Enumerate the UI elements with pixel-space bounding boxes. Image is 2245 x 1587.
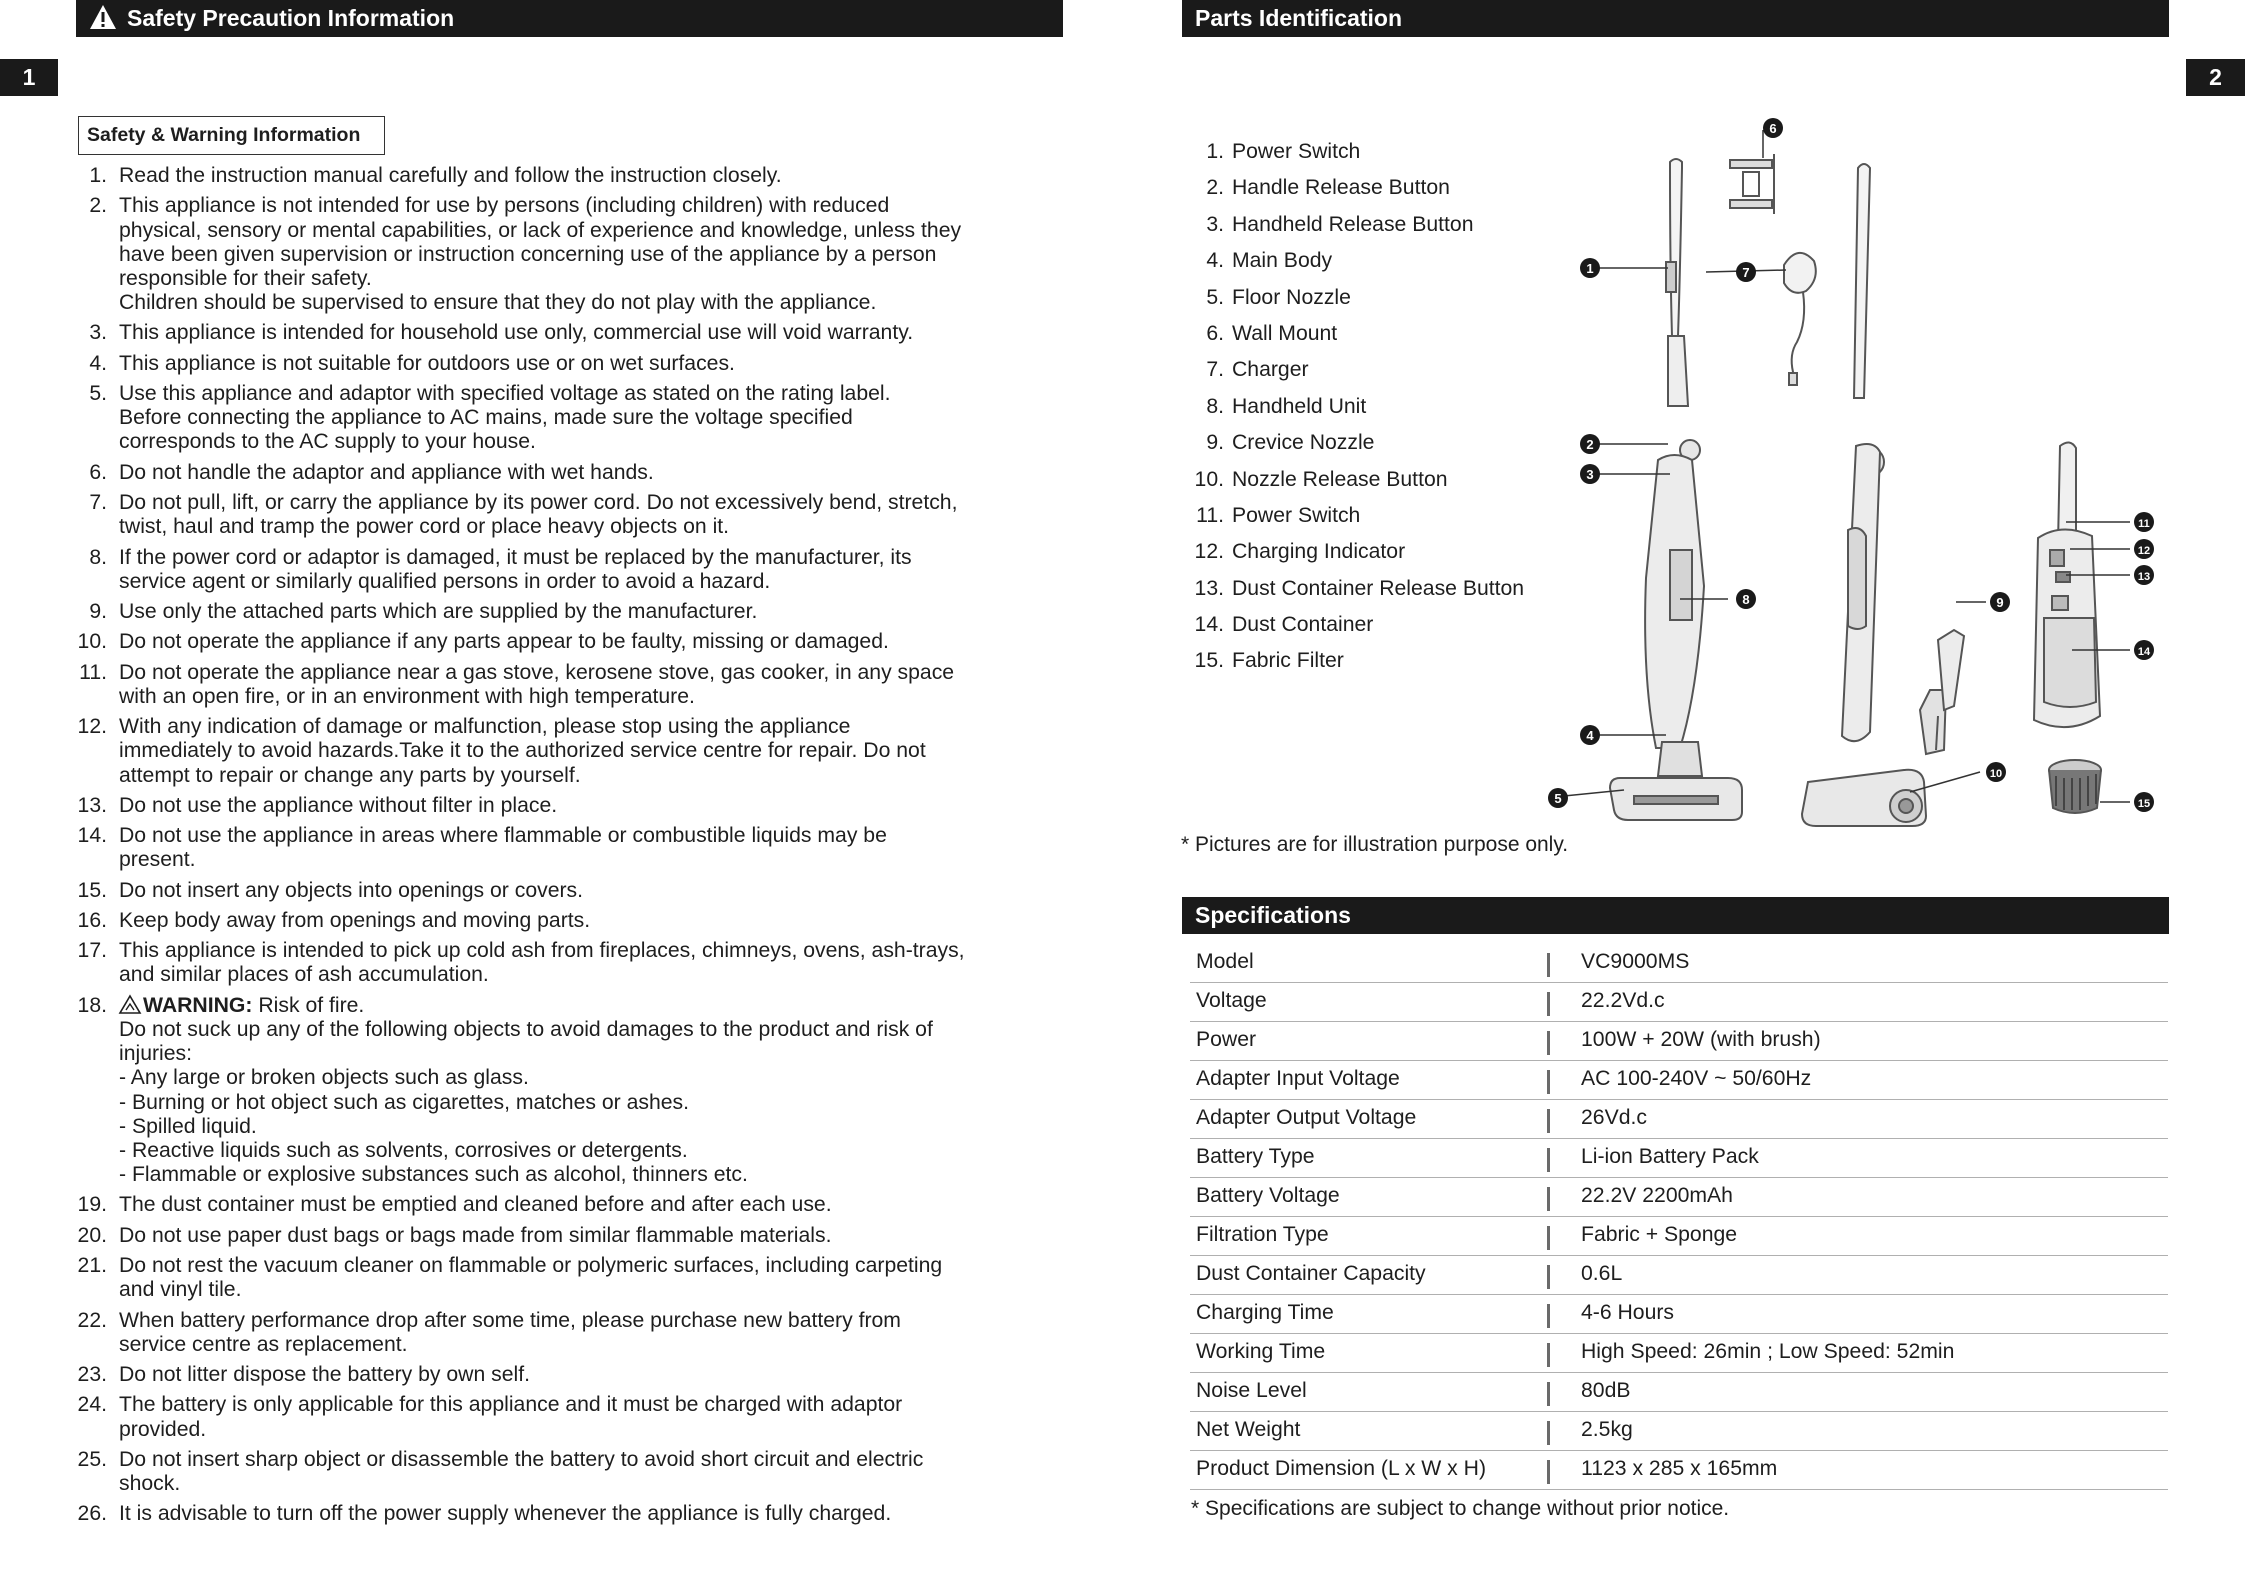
safety-item-line: immediately to avoid hazards.Take it to the authorized service centre for repair. Do not — [119, 739, 926, 763]
safety-item-number: 9. — [89, 600, 107, 623]
safety-item-line: attempt to repair or change any parts by yourself. — [119, 763, 581, 787]
part-item — [1190, 286, 1524, 322]
safety-item-line: and similar places of ash accumulation. — [119, 963, 489, 987]
safety-item-text — [119, 824, 1060, 872]
callout-number: 15 — [2137, 798, 2151, 810]
callout-number: 2 — [1586, 437, 1594, 452]
part-label: Wall Mount — [1232, 321, 1338, 345]
safety-item-line: The battery is only applicable for this appliance and it must be charged with adaptor — [119, 1393, 903, 1417]
safety-item-line: Read the instruction manual carefully and follow the instruction closely. — [119, 164, 782, 187]
spec-value: 1123 x 285 x 165mm — [1581, 1457, 1778, 1480]
warning-text: Risk of fire. — [252, 993, 365, 1017]
safety-item-line: service centre as replacement. — [119, 1332, 408, 1356]
safety-item-number: 19. — [77, 1193, 107, 1217]
safety-item-line: Do not operate the appliance near a gas stove, kerosene stove, gas cooker, in any space — [119, 660, 955, 684]
safety-item-line: Do not use the appliance in areas where flammable or combustible liquids may be — [119, 824, 887, 848]
part-item — [1190, 577, 1524, 613]
safety-item-line: Do not handle the adaptor and appliance with wet hands. — [119, 460, 654, 484]
safety-item-number: 16. — [77, 908, 107, 932]
callout-number: 6 — [1769, 121, 1777, 136]
safety-item-line: The dust container must be emptied and cleaned before and after each use. — [119, 1193, 832, 1217]
safety-item — [70, 794, 1060, 818]
part-number: 5. — [1206, 285, 1224, 309]
safety-item-number: 22. — [77, 1308, 107, 1332]
part-label: Power Switch — [1232, 140, 1361, 163]
safety-item-line: - Flammable or explosive substances such as alcohol, thinners etc. — [119, 1163, 748, 1187]
spec-row — [1190, 1061, 2168, 1100]
safety-item-line: Use only the attached parts which are supplied by the manufacturer. — [119, 600, 758, 623]
spec-divider — [1547, 1148, 1550, 1172]
safety-item-line: shock. — [119, 1472, 181, 1495]
illustration-note: * Pictures are for illustration purpose only. — [1181, 833, 1569, 856]
safety-item-line: Do not operate the appliance if any parts appear to be faulty, missing or damaged. — [119, 630, 889, 654]
part-item — [1190, 322, 1524, 358]
safety-item-text — [119, 461, 1060, 485]
safety-item-text — [119, 1448, 1060, 1496]
safety-item — [70, 1309, 1060, 1357]
callout-number: 8 — [1742, 592, 1750, 607]
spec-value: VC9000MS — [1581, 950, 1690, 973]
safety-item-text — [119, 1393, 1060, 1441]
safety-item-line: It is advisable to turn off the power supply whenever the appliance is fully charged. — [119, 1502, 892, 1526]
spec-divider — [1547, 1343, 1550, 1367]
spec-divider — [1547, 1226, 1550, 1250]
safety-item-text — [119, 164, 1060, 188]
callout-number: 5 — [1554, 791, 1562, 806]
part-item — [1190, 468, 1524, 504]
safety-item-text — [119, 382, 1060, 455]
safety-item-text — [119, 600, 1060, 624]
safety-item — [70, 164, 1060, 188]
safety-item-text — [119, 939, 1060, 987]
safety-item-number: 17. — [77, 939, 107, 963]
safety-item-text — [119, 1254, 1060, 1302]
safety-item-line: Do not pull, lift, or carry the appliance by its power cord. Do not excessively bend, stretch, — [119, 491, 958, 514]
safety-subheading: Safety & Warning Information — [78, 116, 385, 155]
warning-icon — [119, 995, 141, 1014]
fabric-filter-drawing — [2049, 760, 2101, 813]
spec-divider — [1547, 1421, 1550, 1445]
part-number: 1. — [1206, 140, 1224, 163]
spec-label: Dust Container Capacity — [1196, 1262, 1426, 1285]
part-number: 8. — [1206, 394, 1224, 418]
safety-item — [70, 661, 1060, 709]
safety-item-line: If the power cord or adaptor is damaged, it must be replaced by the manufacturer, its — [119, 545, 912, 569]
part-number: 2. — [1206, 176, 1224, 200]
safety-item — [70, 321, 1060, 345]
callout-number: 1 — [1586, 261, 1594, 276]
safety-item-number: 11. — [79, 660, 107, 684]
spec-row — [1190, 983, 2168, 1022]
page-number-right: 2 — [2186, 59, 2245, 96]
safety-item-number: 5. — [89, 382, 107, 405]
spec-label: Voltage — [1196, 989, 1267, 1012]
safety-item — [70, 715, 1060, 788]
part-label: Dust Container Release Button — [1232, 576, 1525, 600]
warning-icon — [89, 4, 117, 30]
part-number: 3. — [1206, 212, 1224, 236]
stick-vacuum-side-drawing — [1802, 164, 1946, 826]
part-label: Crevice Nozzle — [1232, 431, 1375, 455]
safety-item — [70, 994, 1060, 1188]
handheld-unit-drawing — [2034, 442, 2100, 727]
safety-item-text — [119, 630, 1060, 654]
spec-divider — [1547, 1070, 1550, 1094]
spec-divider — [1547, 1382, 1550, 1406]
spec-divider — [1547, 1460, 1550, 1484]
safety-item — [70, 630, 1060, 654]
spec-label: Product Dimension (L x W x H) — [1196, 1457, 1487, 1480]
spec-value: 2.5kg — [1581, 1418, 1633, 1441]
safety-item-line: responsible for their safety. — [119, 266, 372, 290]
safety-item-line: This appliance is not intended for use by persons (including children) with reduced — [119, 194, 890, 218]
safety-item-line: with an open fire, or in an environment with high temperature. — [119, 684, 695, 708]
spec-value: 22.2Vd.c — [1581, 989, 1665, 1012]
safety-item-line: - Spilled liquid. — [119, 1114, 257, 1138]
spec-row — [1190, 1334, 2168, 1373]
safety-item — [70, 600, 1060, 624]
safety-item-line: present. — [119, 848, 196, 872]
spec-label: Noise Level — [1196, 1379, 1307, 1402]
callout-marker — [1986, 762, 2006, 782]
callout-marker — [1580, 434, 1600, 454]
callout-number: 3 — [1586, 467, 1594, 482]
wall-mount-drawing — [1730, 154, 1774, 214]
callout-marker — [1580, 725, 1600, 745]
spec-label: Battery Type — [1196, 1145, 1315, 1168]
safety-item-line: - Any large or broken objects such as glass. — [119, 1066, 529, 1090]
part-label: Handle Release Button — [1232, 176, 1450, 200]
part-label: Handheld Unit — [1232, 394, 1367, 418]
safety-item — [70, 1393, 1060, 1441]
callout-number: 12 — [2137, 545, 2151, 557]
safety-item-line: corresponds to the AC supply to your house. — [119, 430, 536, 454]
safety-item-line: Do not insert sharp object or disassemble the battery to avoid short circuit and electric — [119, 1447, 924, 1471]
safety-item — [70, 1363, 1060, 1387]
safety-item-number: 1. — [89, 164, 107, 187]
spec-divider — [1547, 1304, 1550, 1328]
callout-marker — [1580, 464, 1600, 484]
callout-marker — [1736, 262, 1756, 282]
safety-item-text — [119, 352, 1060, 376]
callout-number: 9 — [1996, 595, 2004, 610]
callout-marker — [2134, 565, 2154, 585]
part-label: Nozzle Release Button — [1232, 467, 1448, 491]
safety-item-number: 2. — [89, 194, 107, 218]
parts-list — [1190, 140, 1524, 686]
safety-item-text — [119, 321, 1060, 345]
spec-divider — [1547, 953, 1550, 977]
specs-header — [1182, 897, 2169, 934]
part-label: Floor Nozzle — [1232, 285, 1351, 309]
safety-item-text — [119, 994, 1060, 1188]
safety-item-text — [119, 879, 1060, 903]
callout-marker — [1548, 788, 1568, 808]
safety-item-line: This appliance is intended to pick up cold ash from fireplaces, chimneys, ovens, ash-trays, — [119, 939, 965, 963]
spec-divider — [1547, 1187, 1550, 1211]
part-label: Main Body — [1232, 249, 1333, 273]
safety-item-line: Do not insert any objects into openings or covers. — [119, 878, 584, 902]
callout-marker — [1763, 118, 1783, 138]
spec-label: Working Time — [1196, 1340, 1326, 1363]
safety-list — [70, 164, 1060, 1533]
spec-row — [1190, 1373, 2168, 1412]
safety-item — [70, 824, 1060, 872]
safety-item-line: physical, sensory or mental capabilities, or lack of experience and knowledge, unless they — [119, 218, 962, 242]
safety-item — [70, 939, 1060, 987]
safety-item-number: 8. — [89, 545, 107, 569]
safety-item-text — [119, 1363, 1060, 1387]
safety-item-line: This appliance is intended for household use only, commercial use will void warranty. — [119, 321, 914, 345]
part-number: 7. — [1206, 358, 1224, 382]
safety-item-line: twist, haul and tramp the power cord or place heavy objects on it. — [119, 515, 730, 539]
spec-label: Filtration Type — [1196, 1223, 1329, 1246]
safety-item-line: injuries: — [119, 1042, 193, 1066]
safety-item — [70, 1224, 1060, 1248]
callout-marker — [2134, 640, 2154, 660]
safety-item-line: Before connecting the appliance to AC mains, made sure the voltage specified — [119, 406, 853, 430]
specs-note: * Specifications are subject to change without prior notice. — [1191, 1497, 1730, 1520]
part-item — [1190, 358, 1524, 394]
safety-item-number: 10. — [77, 630, 107, 654]
warning-line — [119, 994, 1060, 1018]
parts-header — [1182, 0, 2169, 37]
safety-header — [76, 0, 1063, 37]
spec-label: Net Weight — [1196, 1418, 1301, 1441]
spec-row — [1190, 1256, 2168, 1295]
safety-item-number: 21. — [77, 1254, 107, 1277]
part-label: Fabric Filter — [1232, 649, 1344, 673]
part-number: 14. — [1194, 613, 1224, 637]
specs-table — [1190, 944, 2168, 1490]
spec-divider — [1547, 1031, 1550, 1055]
stick-vacuum-front-drawing — [1610, 159, 1742, 820]
spec-value: 26Vd.c — [1581, 1106, 1647, 1129]
spec-row — [1190, 1139, 2168, 1178]
spec-value: 0.6L — [1581, 1262, 1623, 1285]
parts-header-title: Parts Identification — [1195, 5, 1403, 31]
safety-item — [70, 1254, 1060, 1302]
spec-row — [1190, 1100, 2168, 1139]
part-number: 4. — [1206, 249, 1224, 273]
safety-item-text — [119, 661, 1060, 709]
part-item — [1190, 140, 1524, 176]
callout-number: 10 — [1989, 768, 2003, 780]
part-item — [1190, 395, 1524, 431]
callout-number: 11 — [2138, 518, 2150, 530]
safety-item-number: 12. — [77, 715, 107, 739]
safety-item-line: Do not suck up any of the following objects to avoid damages to the product and risk of — [119, 1017, 933, 1041]
part-label: Charger — [1232, 358, 1309, 382]
callout-number: 14 — [2137, 646, 2151, 658]
page-number-left: 1 — [0, 59, 58, 96]
safety-item-line: Do not use the appliance without filter in place. — [119, 793, 558, 817]
callout-number: 13 — [2137, 571, 2151, 583]
warning-label: WARNING: — [143, 993, 253, 1017]
callout-marker — [2134, 792, 2154, 812]
safety-item-line: Do not litter dispose the battery by own self. — [119, 1363, 531, 1386]
spec-row — [1190, 1022, 2168, 1061]
spec-value: 4-6 Hours — [1581, 1301, 1675, 1324]
safety-item-line: and vinyl tile. — [119, 1278, 242, 1302]
safety-item-line: Keep body away from openings and moving parts. — [119, 908, 591, 932]
vacuum-illustration — [1554, 110, 2160, 850]
spec-label: Model — [1196, 950, 1254, 973]
spec-divider — [1547, 992, 1550, 1016]
safety-item-line: When battery performance drop after some time, please purchase new battery from — [119, 1308, 901, 1332]
safety-item-number: 6. — [89, 460, 107, 484]
safety-item-line: With any indication of damage or malfunction, please stop using the appliance — [119, 715, 851, 739]
safety-item-text — [119, 909, 1060, 933]
spec-value: 80dB — [1581, 1379, 1631, 1402]
safety-header-title: Safety Precaution Information — [127, 5, 455, 31]
part-label: Handheld Release Button — [1232, 212, 1474, 236]
part-item — [1190, 613, 1524, 649]
callout-number: 7 — [1742, 265, 1750, 280]
safety-item-line: have been given supervision or instruction concerning use of the appliance by a person — [119, 242, 937, 266]
safety-item-text — [119, 491, 1060, 539]
safety-item — [70, 352, 1060, 376]
callout-number: 4 — [1586, 728, 1594, 743]
safety-item — [70, 546, 1060, 594]
spec-row — [1190, 1217, 2168, 1256]
callout-marker — [1580, 258, 1600, 278]
spec-value: Li-ion Battery Pack — [1581, 1145, 1759, 1168]
safety-item-number: 3. — [89, 321, 107, 345]
spec-divider — [1547, 1265, 1550, 1289]
callout-marker — [2134, 539, 2154, 559]
part-item — [1190, 431, 1524, 467]
spec-label: Adapter Input Voltage — [1196, 1067, 1400, 1090]
part-number: 13. — [1194, 576, 1224, 600]
safety-item-line: Use this appliance and adaptor with specified voltage as stated on the rating label. — [119, 382, 891, 405]
safety-item-line: Do not use paper dust bags or bags made from similar flammable materials. — [119, 1223, 832, 1247]
safety-item — [70, 194, 1060, 315]
part-number: 10. — [1194, 467, 1224, 491]
safety-item-number: 24. — [77, 1393, 107, 1417]
part-item — [1190, 213, 1524, 249]
spec-row — [1190, 1178, 2168, 1217]
part-number: 6. — [1206, 321, 1224, 345]
safety-item-line: Children should be supervised to ensure that they do not play with the appliance. — [119, 291, 877, 315]
spec-row — [1190, 944, 2168, 983]
spec-value: High Speed: 26min ; Low Speed: 52min — [1581, 1340, 1955, 1363]
safety-item-number: 25. — [77, 1447, 107, 1471]
specs-header-title: Specifications — [1195, 902, 1351, 928]
spec-divider — [1547, 1109, 1550, 1133]
safety-item-text — [119, 1224, 1060, 1248]
safety-item-number: 15. — [77, 878, 107, 902]
safety-item-text — [119, 1502, 1060, 1526]
part-item — [1190, 249, 1524, 285]
safety-item-line: provided. — [119, 1417, 207, 1441]
safety-item — [70, 1502, 1060, 1526]
spec-row — [1190, 1295, 2168, 1334]
part-label: Charging Indicator — [1232, 540, 1406, 564]
safety-item-line: service agent or similarly qualified persons in order to avoid a hazard. — [119, 569, 771, 593]
safety-item-line: - Reactive liquids such as solvents, corrosives or detergents. — [119, 1138, 688, 1162]
safety-item — [70, 879, 1060, 903]
callout-marker — [2134, 512, 2154, 532]
spec-label: Battery Voltage — [1196, 1184, 1340, 1207]
callout-marker — [1990, 592, 2010, 612]
safety-item-line: - Burning or hot object such as cigarettes, matches or ashes. — [119, 1090, 689, 1114]
safety-item-number: 23. — [77, 1363, 107, 1386]
safety-item — [70, 461, 1060, 485]
part-item — [1190, 504, 1524, 540]
safety-item-text — [119, 715, 1060, 788]
safety-item-text — [119, 1309, 1060, 1357]
safety-item-number: 13. — [77, 793, 107, 817]
part-number: 9. — [1206, 431, 1224, 455]
spec-label: Power — [1196, 1028, 1257, 1051]
safety-item — [70, 491, 1060, 539]
part-item — [1190, 176, 1524, 212]
spec-label: Adapter Output Voltage — [1196, 1106, 1417, 1129]
safety-item — [70, 909, 1060, 933]
safety-item-number: 26. — [77, 1502, 107, 1526]
safety-item-text — [119, 794, 1060, 818]
safety-item-line: This appliance is not suitable for outdoors use or on wet surfaces. — [119, 351, 735, 375]
callout-marker — [1736, 589, 1756, 609]
spec-row — [1190, 1412, 2168, 1451]
spec-value: 22.2V 2200mAh — [1581, 1184, 1733, 1207]
safety-item — [70, 1193, 1060, 1217]
spec-value: Fabric + Sponge — [1581, 1223, 1738, 1246]
safety-item-number: 7. — [89, 491, 107, 514]
safety-item-text — [119, 546, 1060, 594]
part-number: 15. — [1194, 649, 1224, 673]
safety-item-number: 18. — [77, 993, 107, 1017]
part-label: Dust Container — [1232, 613, 1374, 637]
charger-drawing — [1784, 253, 1816, 385]
safety-item-number: 4. — [89, 351, 107, 375]
part-item — [1190, 540, 1524, 576]
safety-item-number: 14. — [77, 824, 107, 848]
safety-item — [70, 1448, 1060, 1496]
part-label: Power Switch — [1232, 503, 1361, 527]
part-item — [1190, 649, 1524, 685]
spec-label: Charging Time — [1196, 1301, 1334, 1324]
spec-value: 100W + 20W (with brush) — [1581, 1028, 1821, 1051]
spec-value: AC 100-240V ~ 50/60Hz — [1581, 1067, 1812, 1090]
part-number: 12. — [1194, 540, 1224, 564]
safety-item-line: Do not rest the vacuum cleaner on flammable or polymeric surfaces, including carpeting — [119, 1254, 943, 1277]
safety-item — [70, 382, 1060, 455]
safety-item-text — [119, 194, 1060, 315]
safety-item-text — [119, 1193, 1060, 1217]
part-number: 11. — [1196, 503, 1224, 527]
safety-item-number: 20. — [77, 1223, 107, 1247]
spec-row — [1190, 1451, 2168, 1490]
